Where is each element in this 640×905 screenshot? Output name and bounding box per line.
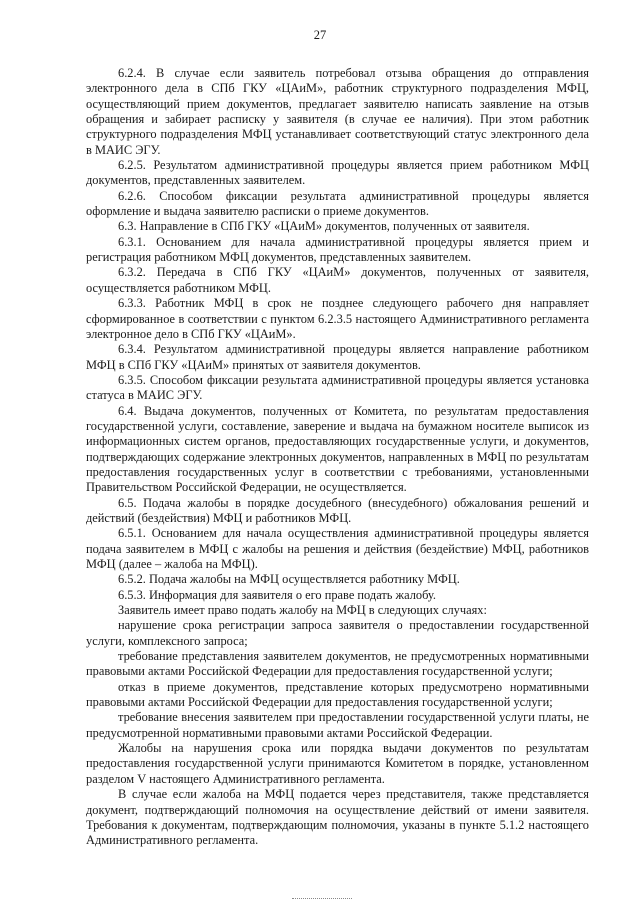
paragraph-6-2-4: 6.2.4. В случае если заявитель потребовал отзыва обращения до отправления электронного дела в СПб ГКУ «ЦАиМ», работник структурного подразделения МФЦ, осуществляющий прием документов, предлагает заявителю написать заявление на отзыв обращения и забирает расписку у заявителя (в случае ее наличия). При этом работник структурного подразделения МФЦ устанавливает соответствующий статус электронного дела в МАИС ЭГУ. [86, 66, 589, 157]
paragraph-6-5: 6.5. Подача жалобы в порядке досудебного (внесудебного) обжалования решений и действий (бездействия) МФЦ и работников МФЦ. [86, 495, 589, 525]
body-text [86, 66, 589, 849]
page-number: 27 [313, 28, 327, 42]
scan-artifact-line [292, 898, 352, 899]
paragraph-6-5-3: 6.5.3. Информация для заявителя о его праве подать жалобу. [118, 587, 436, 602]
paragraph-representative: В случае если жалоба на МФЦ подается через представителя, также представляется документ, подтверждающий полномочия на осуществление действий от имени заявителя. Требования к документам, подтверждающим полномочия, указаны в пункте 5.1.2 настоящего Административного регламента. [86, 787, 589, 848]
paragraph-case-registration-delay: нарушение срока регистрации запроса заявителя о предоставлении государственной услуги, комплексного запроса; [86, 618, 589, 648]
paragraph-case-fee: требование внесения заявителем при предоставлении государственной услуги платы, не предусмотренной нормативными правовыми актами Российской Федерации. [86, 710, 589, 740]
paragraph-6-4: 6.4. Выдача документов, полученных от Комитета, по результатам предоставления государственной услуги, составление, заверение и выдача на бумажном носителе выписок из информационных систем органов, предоставляющих государственные услуги, и документов, подтверждающих содержание электронных документов, направленных в МФЦ по результатам предоставления государственных услуг в соответствии с требованиями, установленными Правительством Российской Федерации, не осуществляется. [86, 403, 589, 495]
paragraph-6-3-1: 6.3.1. Основанием для начала административной процедуры является прием и регистрация работником МФЦ документов, представленных заявителем. [86, 234, 589, 265]
paragraph-6-3-2: 6.3.2. Передача в СПб ГКУ «ЦАиМ» документов, полученных от заявителя, осуществляется работником МФЦ. [86, 265, 589, 295]
paragraph-6-3-4: 6.3.4. Результатом административной процедуры является направление работником МФЦ в СПб ГКУ «ЦАиМ» принятых от заявителя документов. [86, 342, 589, 372]
paragraph-6-3-3: 6.3.3. Работник МФЦ в срок не позднее следующего рабочего дня направляет сформированное в соответствии с пунктом 6.2.3.5 настоящего Административного регламента электронное дело в СПб ГКУ «ЦАиМ». [86, 296, 589, 341]
paragraph-6-2-5: 6.2.5. Результатом административной процедуры является прием работником МФЦ документов, представленных заявителем. [86, 158, 589, 188]
paragraph-complaints-committee: Жалобы на нарушения срока или порядка выдачи документов по результатам предоставления государственной услуги принимаются Комитетом в порядке, установленном разделом V настоящего Административного регламента. [86, 741, 589, 786]
paragraph-6-5-1: 6.5.1. Основанием для начала осуществления административной процедуры является подача заявителем в МФЦ с жалобы на решения и действия (бездействие) МФЦ, работников МФЦ (далее – жалоба на МФЦ). [86, 526, 589, 571]
paragraph-case-refusal: отказ в приеме документов, представление которых предусмотрено нормативными правовыми актами Российской Федерации для предоставления государственной услуги; [86, 679, 589, 710]
paragraph-complaint-cases-intro: Заявитель имеет право подать жалобу на МФЦ в следующих случаях: [118, 603, 487, 618]
paragraph-6-2-6: 6.2.6. Способом фиксации результата административной процедуры является оформление и выдача заявителю расписки о приеме документов. [86, 188, 589, 219]
paragraph-6-3: 6.3. Направление в СПб ГКУ «ЦАиМ» документов, полученных от заявителя. [118, 219, 530, 234]
paragraph-6-5-2: 6.5.2. Подача жалобы на МФЦ осуществляется работнику МФЦ. [118, 572, 460, 587]
paragraph-6-3-5: 6.3.5. Способом фиксации результата административной процедуры является установка статуса в МАИС ЭГУ. [86, 372, 589, 403]
paragraph-case-extra-documents: требование представления заявителем документов, не предусмотренных нормативными правовыми актами Российской Федерации для предоставления государственной услуги; [86, 649, 589, 679]
